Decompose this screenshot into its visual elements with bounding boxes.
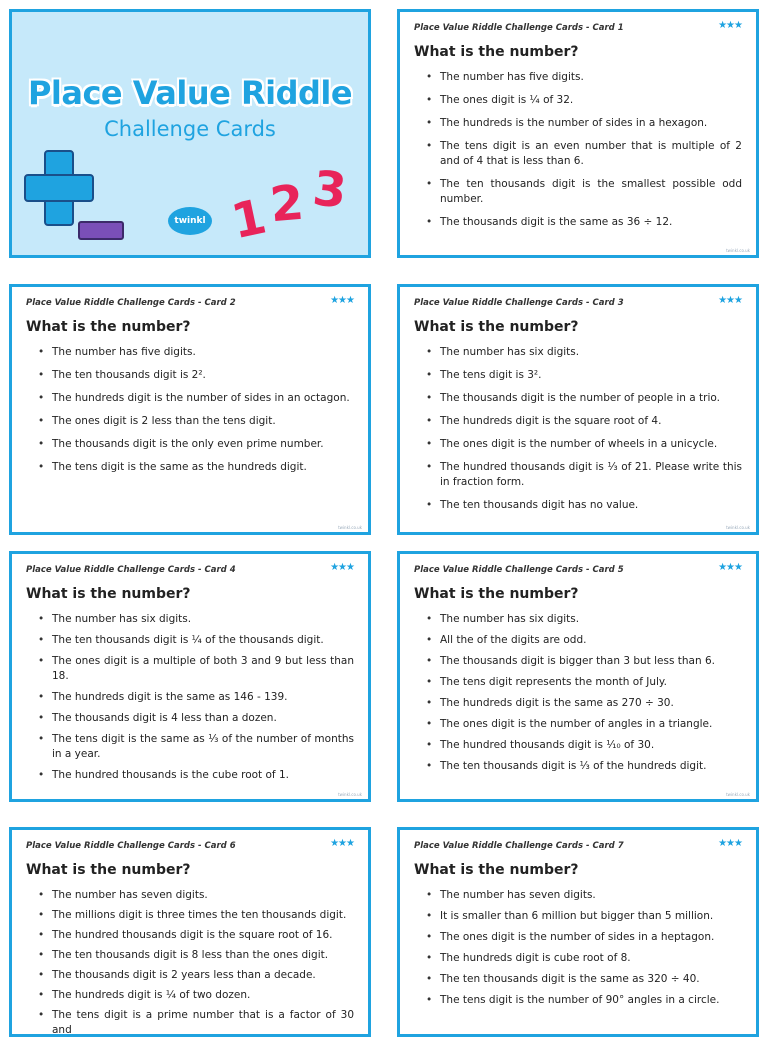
card-header: Place Value Riddle Challenge Cards - Card 6 [26, 841, 236, 851]
clue-item: • The tens digit is an even number that is multiple of 2 and of 4 that is less than 6. [426, 139, 742, 169]
stars-icon: ★★★ [718, 20, 742, 31]
clue-list [426, 345, 742, 521]
clue-item: • The ten thousands digit is the same as 320 ÷ 40. [426, 972, 742, 987]
card-question: What is the number? [414, 586, 579, 602]
stars-icon: ★★★ [330, 562, 354, 573]
card-header: Place Value Riddle Challenge Cards - Card 3 [414, 298, 624, 308]
cover-subtitle: Challenge Cards [104, 117, 276, 141]
clue-item: • The tens digit is a prime number that is a factor of 30 and [38, 1008, 354, 1037]
clue-item: • The ten thousands digit is ¼ of the thousands digit. [38, 633, 354, 648]
number-one: 1 [226, 188, 272, 251]
clue-list [426, 888, 742, 1014]
clue-item: • The hundreds digit is the same as 270 ÷ 30. [426, 696, 742, 711]
clue-item: • The ten thousands digit is the smallest possible odd number. [426, 177, 742, 207]
card-footer: twinkl.co.uk [726, 248, 750, 253]
clue-item: • The tens digit is the same as the hundreds digit. [38, 460, 354, 475]
card-header: Place Value Riddle Challenge Cards - Card 1 [414, 23, 624, 33]
clue-item: • The tens digit is the number of 90° angles in a circle. [426, 993, 742, 1008]
card-question: What is the number? [26, 586, 191, 602]
clue-item: • The number has six digits. [426, 345, 742, 360]
card-header: Place Value Riddle Challenge Cards - Card 2 [26, 298, 236, 308]
card-question: What is the number? [26, 862, 191, 878]
clue-item: • The hundreds is the number of sides in a hexagon. [426, 116, 742, 131]
clue-item: • The ten thousands digit is 2². [38, 368, 354, 383]
clue-item: • The number has five digits. [426, 70, 742, 85]
twinkl-logo: twinkl [168, 207, 212, 235]
card-question: What is the number? [414, 44, 579, 60]
clue-list [426, 612, 742, 780]
clue-item: • The number has six digits. [38, 612, 354, 627]
clue-item: • The thousands digit is bigger than 3 but less than 6. [426, 654, 742, 669]
clue-item: • It is smaller than 6 million but bigger than 5 million. [426, 909, 742, 924]
card-footer: twinkl.co.uk [338, 525, 362, 530]
clue-item: • The number has five digits. [38, 345, 354, 360]
stars-icon: ★★★ [718, 838, 742, 849]
cover-title: Place Value Riddle [27, 74, 353, 112]
clue-item: • The ten thousands digit has no value. [426, 498, 742, 513]
clue-item: • The hundred thousands digit is ⅓ of 21. Please write this in fraction form. [426, 460, 742, 490]
clue-item: • The ones digit is the number of wheels in a unicycle. [426, 437, 742, 452]
clue-item: • The thousands digit is the same as 36 ÷ 12. [426, 215, 742, 230]
clue-item: • The ten thousands digit is 8 less than the ones digit. [38, 948, 354, 963]
card-header: Place Value Riddle Challenge Cards - Card 7 [414, 841, 624, 851]
challenge-card-4 [9, 551, 371, 802]
number-two: 2 [268, 174, 307, 234]
challenge-card-7 [397, 827, 759, 1037]
clue-item: • The thousands digit is the number of people in a trio. [426, 391, 742, 406]
clue-list [38, 345, 354, 483]
cover-card [9, 9, 371, 258]
card-question: What is the number? [414, 319, 579, 335]
clue-item: • The hundreds digit is the number of sides in an octagon. [38, 391, 354, 406]
clue-list [38, 888, 354, 1037]
stars-icon: ★★★ [330, 838, 354, 849]
card-footer: twinkl.co.uk [726, 792, 750, 797]
challenge-card-2 [9, 284, 371, 535]
clue-item: • The tens digit is the same as ⅓ of the number of months in a year. [38, 732, 354, 762]
challenge-card-5 [397, 551, 759, 802]
challenge-card-6 [9, 827, 371, 1037]
card-header: Place Value Riddle Challenge Cards - Card 4 [26, 565, 236, 575]
stars-icon: ★★★ [718, 562, 742, 573]
clue-item: • The hundreds digit is the square root of 4. [426, 414, 742, 429]
clue-item: • The tens digit is 3². [426, 368, 742, 383]
clue-item: • The hundred thousands digit is the square root of 16. [38, 928, 354, 943]
clue-item: • The thousands digit is the only even prime number. [38, 437, 354, 452]
plus-icon-bar [24, 174, 94, 202]
clue-item: • The hundreds digit is ¼ of two dozen. [38, 988, 354, 1003]
card-footer: twinkl.co.uk [338, 792, 362, 797]
clue-item: • The thousands digit is 2 years less than a decade. [38, 968, 354, 983]
challenge-card-3 [397, 284, 759, 535]
clue-item: • The ones digit is the number of angles in a triangle. [426, 717, 742, 732]
clue-item: • The tens digit represents the month of July. [426, 675, 742, 690]
stars-icon: ★★★ [718, 295, 742, 306]
clue-item: • The thousands digit is 4 less than a dozen. [38, 711, 354, 726]
card-footer: twinkl.co.uk [726, 525, 750, 530]
clue-list [38, 612, 354, 789]
card-header: Place Value Riddle Challenge Cards - Card 5 [414, 565, 624, 575]
clue-item: • The hundreds digit is the same as 146 - 139. [38, 690, 354, 705]
challenge-card-1 [397, 9, 759, 258]
clue-item: • The hundred thousands is the cube root of 1. [38, 768, 354, 783]
clue-item: • The ones digit is the number of sides in a heptagon. [426, 930, 742, 945]
clue-item: • The millions digit is three times the ten thousands digit. [38, 908, 354, 923]
clue-item: • The ones digit is ¼ of 32. [426, 93, 742, 108]
clue-item: • The ten thousands digit is ⅓ of the hundreds digit. [426, 759, 742, 774]
clue-item: • The hundred thousands digit is ⅒ of 30. [426, 738, 742, 753]
number-three: 3 [309, 160, 350, 220]
clue-item: • All the of the digits are odd. [426, 633, 742, 648]
clue-item: • The number has seven digits. [38, 888, 354, 903]
card-question: What is the number? [414, 862, 579, 878]
clue-list [426, 70, 742, 238]
stars-icon: ★★★ [330, 295, 354, 306]
numbers-graphic [226, 160, 350, 251]
clue-item: • The ones digit is 2 less than the tens digit. [38, 414, 354, 429]
clue-item: • The number has seven digits. [426, 888, 742, 903]
clue-item: • The ones digit is a multiple of both 3 and 9 but less than 18. [38, 654, 354, 684]
clue-item: • The number has six digits. [426, 612, 742, 627]
minus-icon [78, 221, 124, 240]
card-question: What is the number? [26, 319, 191, 335]
clue-item: • The hundreds digit is cube root of 8. [426, 951, 742, 966]
